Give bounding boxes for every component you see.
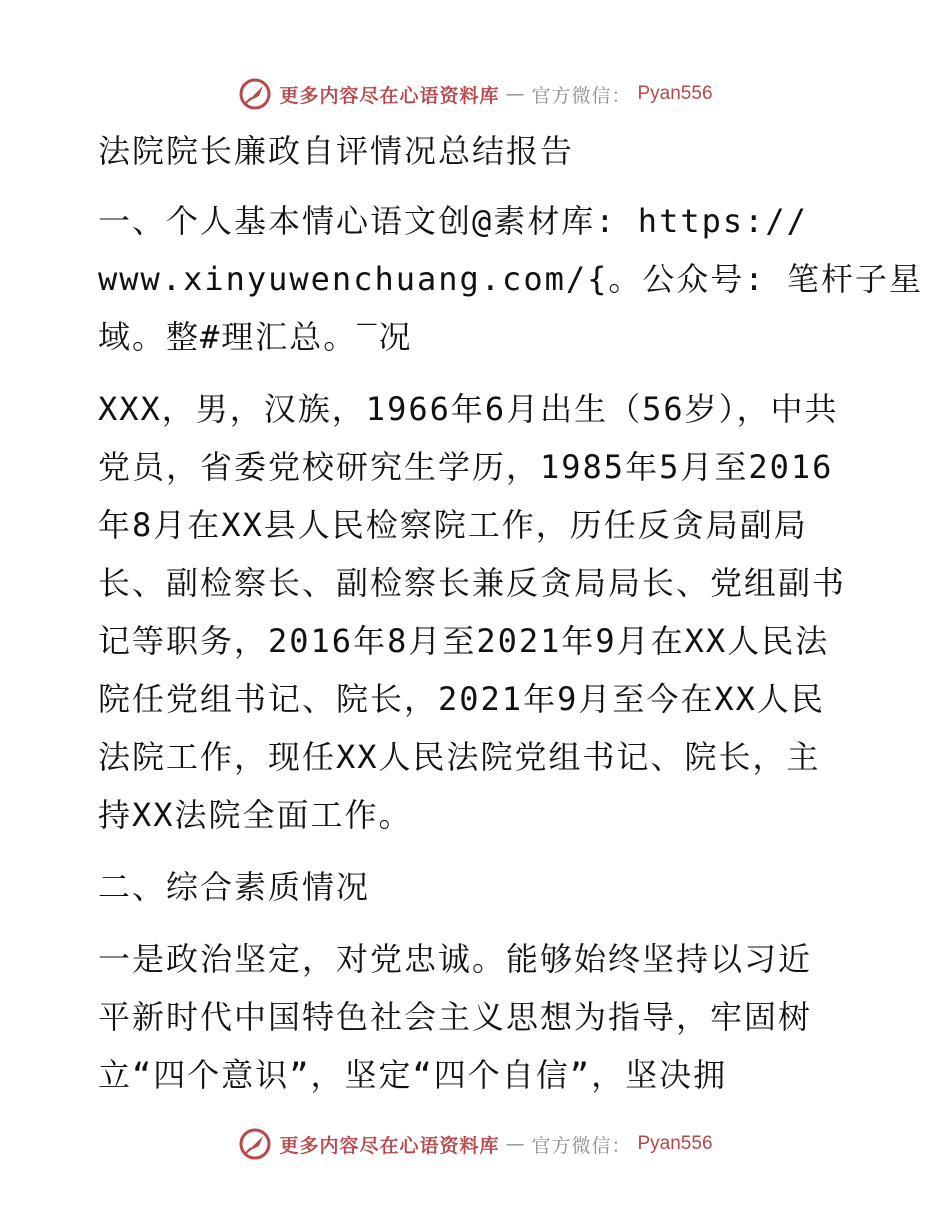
paragraph-line: 党员，省委党校研究生学历，1985年5月至2016 <box>98 448 834 486</box>
paragraph-line: 年8月在XX县人民检察院工作，历任反贪局副局 <box>98 506 808 544</box>
section2-heading: 二、综合素质情况 <box>98 868 371 906</box>
banner-handle: Pyan556 <box>637 83 713 104</box>
paragraph-line: 院任党组书记、院长，2021年9月至今在XX人民 <box>98 680 825 718</box>
document-body <box>98 122 923 1104</box>
quill-logo-icon <box>237 76 273 112</box>
paragraph-line: 长、副检察长、副检察长兼反贪局局长、党组副书 <box>98 564 847 602</box>
quill-logo-icon <box>237 1126 273 1162</box>
banner-brand-text: 更多内容尽在心语资料库 <box>279 1134 500 1157</box>
header-watermark-banner <box>0 76 950 112</box>
paragraph-line: 平新时代中国特色社会主义思想为指导，牢固树 <box>98 998 813 1036</box>
paragraph-line: 记等职务，2016年8月至2021年9月在XX人民法 <box>98 622 830 660</box>
banner-label: 官方微信： <box>531 84 632 107</box>
paragraph-political-quality <box>98 930 858 1104</box>
section1-heading-line: 一、个人基本情心语文创@素材库: https:// <box>98 202 808 240</box>
paragraph-line: 持XX法院全面工作。 <box>98 796 413 834</box>
paragraph-personal-info <box>98 380 858 844</box>
banner-dash: — <box>505 1133 526 1155</box>
paragraph-line: 法院工作，现任XX人民法院党组书记、院长，主 <box>98 738 821 776</box>
banner-handle: Pyan556 <box>637 1133 713 1154</box>
section1-heading-line: 域。整#理汇总。‾况 <box>98 318 413 356</box>
banner-label: 官方微信： <box>531 1134 632 1157</box>
banner-brand-text: 更多内容尽在心语资料库 <box>279 84 500 107</box>
paragraph-line: XXX，男，汉族，1966年6月出生（56岁），中共 <box>98 390 839 428</box>
section1-heading-line: www.xinyuwenchuang.com/{。公众号: 笔杆子星 <box>98 260 923 298</box>
section1-heading <box>98 192 923 366</box>
paragraph-line: 立“四个意识”，坚定“四个自信”，坚决拥 <box>98 1056 728 1094</box>
footer-watermark-banner <box>0 1126 950 1162</box>
banner-dash: — <box>505 83 526 105</box>
paragraph-line: 一是政治坚定，对党忠诚。能够始终坚持以习近 <box>98 940 813 978</box>
document-title: 法院院长廉政自评情况总结报告 <box>98 132 575 170</box>
